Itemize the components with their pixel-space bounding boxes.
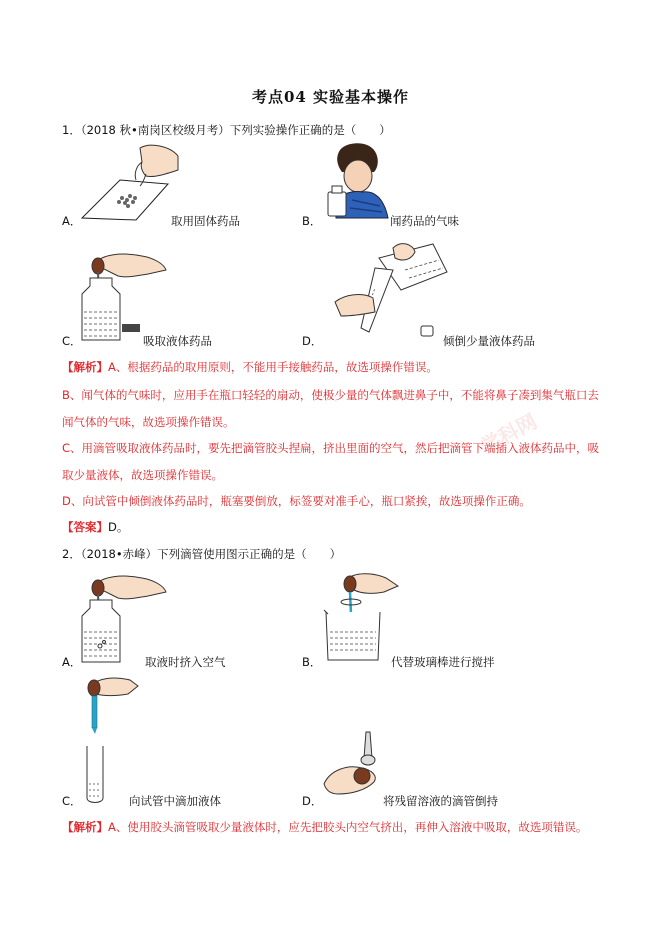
- figure-q2-b-dropper-stir: [318, 570, 400, 662]
- q1-option-a-caption: 取用固体药品: [171, 214, 240, 228]
- q1-option-c-caption: 吸取液体药品: [143, 334, 212, 348]
- figure-q1-a-hand-solid: [80, 140, 180, 225]
- figure-q1-b-smelling: [322, 142, 392, 222]
- figure-q1-d-pouring: [335, 240, 450, 340]
- q1-option-d-caption: 倾倒少量液体药品: [443, 334, 535, 348]
- figure-q2-c-dropper-testtube: [80, 676, 140, 806]
- q1-analysis-line-3: 闻气体的气味，故选项操作错误。: [62, 415, 235, 429]
- q2-option-d-caption: 将残留溶液的滴管倒持: [383, 794, 498, 808]
- q2-option-a-caption: 取液时挤入空气: [145, 655, 226, 669]
- q1-option-d-letter: D．: [302, 334, 323, 348]
- q1-answer-value: D。: [108, 520, 129, 534]
- figure-q2-a-dropper-air: [78, 570, 168, 665]
- q2-option-b-caption: 代替玻璃棒进行搅拌: [391, 655, 495, 669]
- q2-analysis-tag: 【解析】: [62, 820, 108, 834]
- figure-q1-c-dropper-bottle: [78, 248, 168, 343]
- q1-option-b-caption: 闻药品的气味: [390, 214, 459, 228]
- question-2-stem: 2．（2018•赤峰）下列滴管使用图示正确的是（ ）: [62, 547, 342, 561]
- q1-analysis-line-2: B、闻气体的气味时，应用手在瓶口轻轻的扇动，使极少量的气体飘进鼻子中，不能将鼻子凑到集气瓶口去: [62, 388, 599, 402]
- watermark: 学科网: [476, 409, 541, 459]
- q1-analysis-line-6: D、向试管中倾倒液体药品时，瓶塞要倒放，标签要对准手心，瓶口紧挨，故选项操作正确。: [62, 494, 531, 508]
- q1-answer-tag: 【答案】: [62, 520, 108, 534]
- q2-option-d-letter: D．: [302, 794, 323, 808]
- q1-analysis-line-4: C、用滴管吸取液体药品时，要先把滴管胶头捏扁，挤出里面的空气，然后把滴管下端插入液体药品中，吸: [62, 441, 600, 455]
- q1-answer: [62, 519, 128, 535]
- q2-analysis-line-1: 【解析】A、使用胶头滴管吸取少量液体时，应先把胶头内空气挤出，再伸入溶液中吸取，故选项错误。: [62, 820, 588, 834]
- q1-analysis-tag: 【解析】: [62, 360, 108, 374]
- figure-q2-d-dropper-inverted: [322, 728, 390, 800]
- q1-analysis-line-1: 【解析】A、根据药品的取用原则，不能用手接触药品，故选项操作错误。: [62, 360, 438, 374]
- q1-analysis-line-5: 取少量液体，故选项操作错误。: [62, 468, 223, 482]
- q2-option-a-letter: A．: [62, 655, 82, 669]
- q2-option-c-letter: C．: [62, 794, 82, 808]
- q2-option-c-caption: 向试管中滴加液体: [129, 794, 221, 808]
- q1-option-b-letter: B．: [302, 214, 322, 228]
- q1-option-a-letter: A．: [62, 214, 82, 228]
- question-1-stem: 1．（2018 秋•南岗区校级月考）下列实验操作正确的是（ ）: [62, 123, 391, 137]
- page-title: 考点04 实验基本操作: [251, 88, 410, 106]
- q1-option-c-letter: C．: [62, 334, 82, 348]
- q2-option-b-letter: B．: [302, 655, 322, 669]
